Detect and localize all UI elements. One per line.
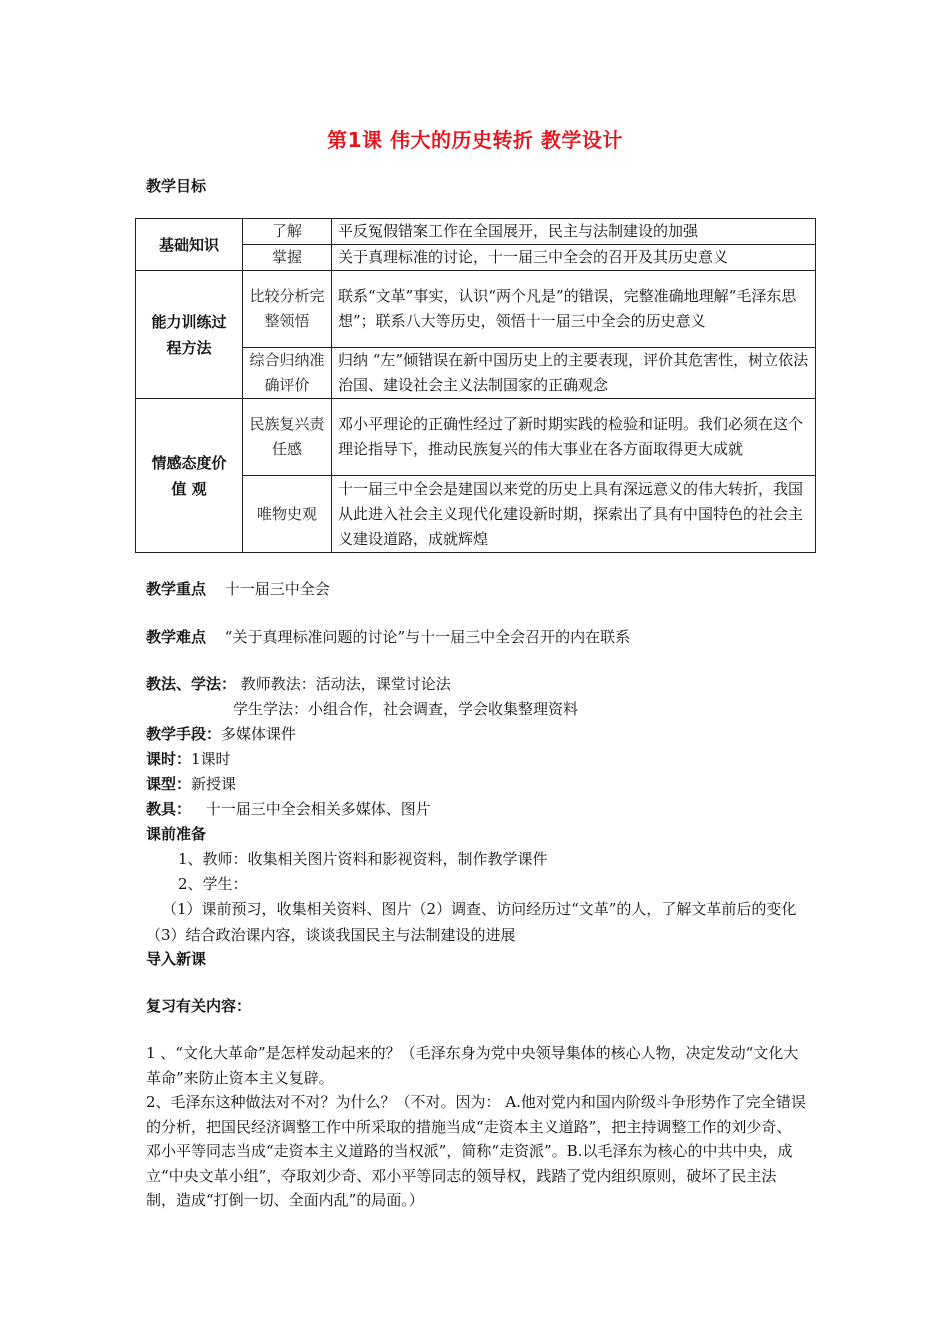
review-heading: 复习有关内容： bbox=[146, 997, 252, 1015]
review-question-2: 2、毛泽东这种做法对不对？为什么？（不对。因为： A.他对党内和国内阶级斗争形势作了完全错误的分析，把国民经济调整工作中所采取的措施当成“走资本主义道路”，把主持调整工作的刘少奇、邓小平等同志当成“走资本主义道路的当权派”，简称“走资派”。B.以毛泽东为核心的中共中央，成立“中央文革小组”，夺取刘少奇、邓小平等同志的领导权，践踏了党内组织原则，破坏了民主法制，造成“打倒一切、全面内乱”的局面。） bbox=[146, 1093, 806, 1209]
prep-item-student: 2、学生： bbox=[178, 875, 248, 893]
prep-heading: 课前准备 bbox=[146, 825, 207, 843]
key-point-label: 教学重点 bbox=[146, 580, 207, 598]
lesson-type-value: 新授课 bbox=[191, 775, 237, 793]
objectives-heading: 教学目标 bbox=[146, 177, 207, 195]
teacher-method: 教师教法：活动法，课堂讨论法 bbox=[240, 675, 451, 693]
means-value: 多媒体课件 bbox=[221, 725, 297, 743]
description-cell: 平反冤假错案工作在全国展开，民主与法制建设的加强 bbox=[332, 219, 816, 245]
sub-label-cell: 综合归纳准确评价 bbox=[243, 348, 332, 399]
page-title: 第1课 伟大的历史转折 教学设计 bbox=[327, 128, 623, 152]
description-cell: 邓小平理论的正确性经过了新时期实践的检验和证明。我们必须在这个理论指导下，推动民族复兴的伟大事业在各方面取得更大成就 bbox=[332, 399, 816, 476]
means-line bbox=[146, 724, 296, 744]
sub-label-cell: 比较分析完整领悟 bbox=[243, 271, 332, 348]
sub-label-cell: 了解 bbox=[243, 219, 332, 245]
means-label: 教学手段： bbox=[146, 725, 222, 743]
objectives-table bbox=[135, 218, 816, 553]
prep-item-teacher: 1、教师：收集相关图片资料和影视资料，制作教学课件 bbox=[178, 850, 548, 868]
lesson-type-line bbox=[146, 774, 236, 794]
methods-label: 教法、学法： bbox=[146, 675, 237, 693]
description-cell: 关于真理标准的讨论，十一届三中全会的召开及其历史意义 bbox=[332, 245, 816, 271]
prep-student-details: （1）课前预习，收集相关资料、图片（2）调查、访问经历过“文革”的人，了解文革前后的变化（3）结合政治课内容，谈谈我国民主与法制建设的进展 bbox=[146, 900, 797, 944]
key-point-value: 十一届三中全会 bbox=[224, 580, 330, 598]
description-cell: 联系“文革”事实，认识“两个凡是”的错误，完整准确地理解“毛泽东思想”；联系八大等历史，领悟十一届三中全会的历史意义 bbox=[332, 271, 816, 348]
tools-line bbox=[146, 799, 431, 819]
description-cell: 归纳 “左”倾错误在新中国历史上的主要表现，评价其危害性，树立依法治国、建设社会主义法制国家的正确观念 bbox=[332, 348, 816, 399]
tools-label: 教具： bbox=[146, 800, 192, 818]
sub-label-cell: 民族复兴责任感 bbox=[243, 399, 332, 476]
key-point-line bbox=[146, 579, 330, 599]
category-cell: 能力训练过程方法 bbox=[136, 271, 243, 399]
hours-line bbox=[146, 749, 231, 769]
methods-line bbox=[146, 674, 451, 694]
intro-heading: 导入新课 bbox=[146, 950, 207, 968]
review-question-1: 1 、“文化大革命”是怎样发动起来的？（毛泽东身为党中央领导集体的核心人物，决定发动“文化大革命”来防止资本主义复辟。 bbox=[146, 1044, 799, 1087]
hours-value: 1课时 bbox=[191, 750, 231, 768]
difficult-point-label: 教学难点 bbox=[146, 628, 207, 646]
table-row bbox=[136, 271, 816, 348]
category-cell: 基础知识 bbox=[136, 219, 243, 271]
lesson-type-label: 课型： bbox=[146, 775, 192, 793]
sub-label-cell: 唯物史观 bbox=[243, 476, 332, 553]
table-row bbox=[136, 219, 816, 245]
description-cell: 十一届三中全会是建国以来党的历史上具有深远意义的伟大转折，我国从此进入社会主义现代化建设新时期，探索出了具有中国特色的社会主义建设道路，成就辉煌 bbox=[332, 476, 816, 553]
tools-value: 十一届三中全会相关多媒体、图片 bbox=[205, 800, 431, 818]
category-cell: 情感态度价值 观 bbox=[136, 399, 243, 553]
hours-label: 课时： bbox=[146, 750, 192, 768]
difficult-point-value: “关于真理标准问题的讨论”与十一届三中全会召开的内在联系 bbox=[224, 628, 631, 646]
sub-label-cell: 掌握 bbox=[243, 245, 332, 271]
table-row bbox=[136, 399, 816, 476]
difficult-point-line bbox=[146, 627, 630, 647]
student-method: 学生学法：小组合作，社会调查，学会收集整理资料 bbox=[233, 700, 579, 718]
